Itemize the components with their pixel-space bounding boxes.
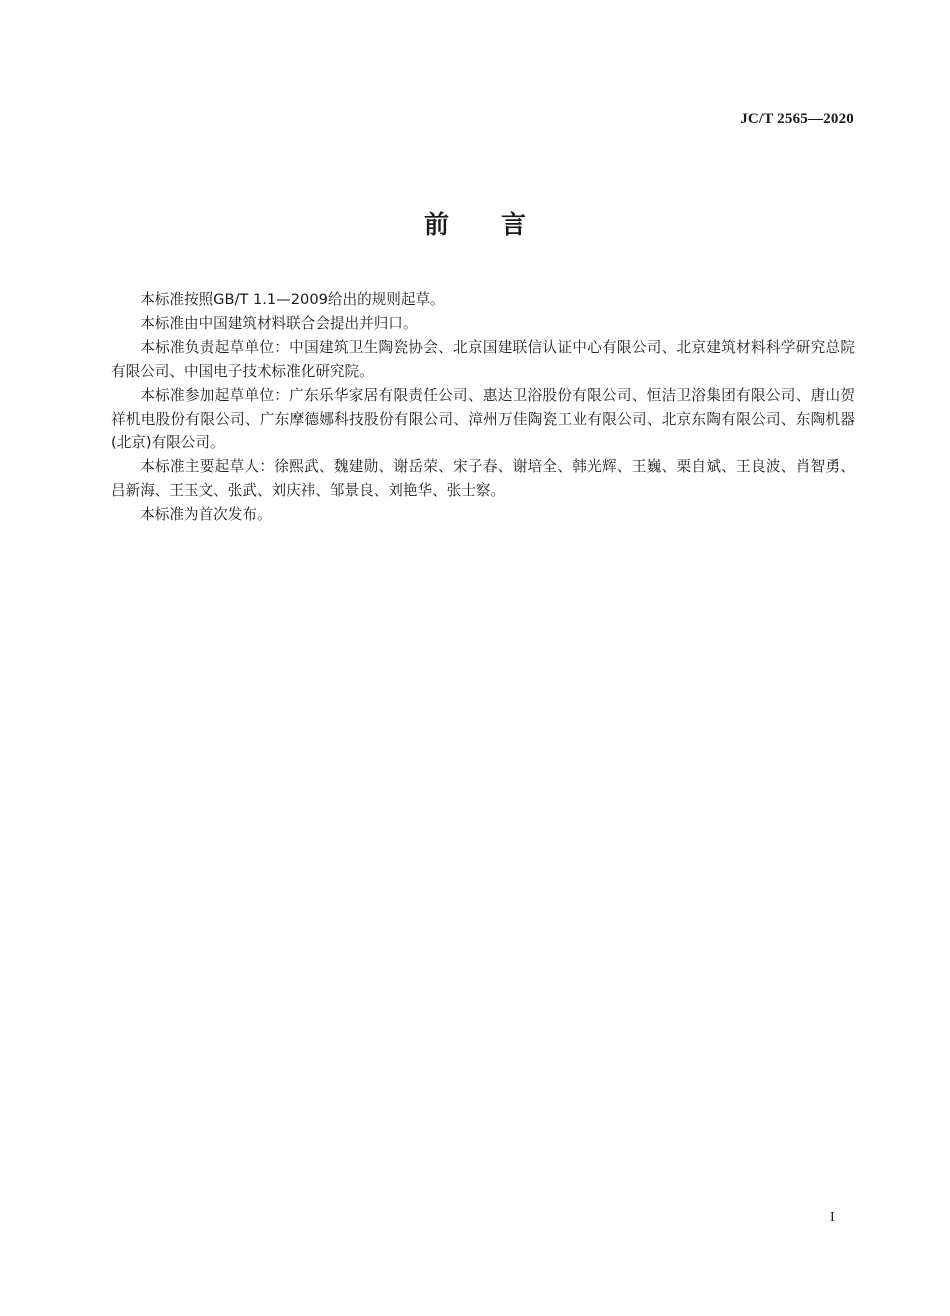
page-title: 前言 [423,210,578,239]
paragraph-participating-drafters: 本标准参加起草单位：广东乐华家居有限责任公司、惠达卫浴股份有限公司、恒洁卫浴集团有限公司、唐山贺祥机电股份有限公司、广东摩德娜科技股份有限公司、漳州万佳陶瓷工业有限公司、北京东陶有限公司、东陶机器(北京)有限公司。 [111,386,855,452]
standard-code: JC/T 2565—2020 [740,111,854,127]
paragraph-proposer: 本标准由中国建筑材料联合会提出并归口。 [140,314,418,332]
paragraph-main-drafters: 本标准主要起草人：徐熙武、魏建勋、谢岳荣、宋子春、谢培全、韩光辉、王巍、栗自斌、王良波、肖智勇、吕新海、王玉文、张武、刘庆祎、邹景良、刘艳华、张士察。 [111,458,855,500]
paragraph-first-release: 本标准为首次发布。 [140,506,272,524]
page-number: I [830,1210,835,1225]
paragraph-drafting-rules: 本标准按照GB/T 1.1—2009给出的规则起草。 [140,291,445,308]
paragraph-lead-drafters: 本标准负责起草单位：中国建筑卫生陶瓷协会、北京国建联信认证中心有限公司、北京建筑材料科学研究总院有限公司、中国电子技术标准化研究院。 [111,338,855,380]
foreword-body [111,288,855,527]
